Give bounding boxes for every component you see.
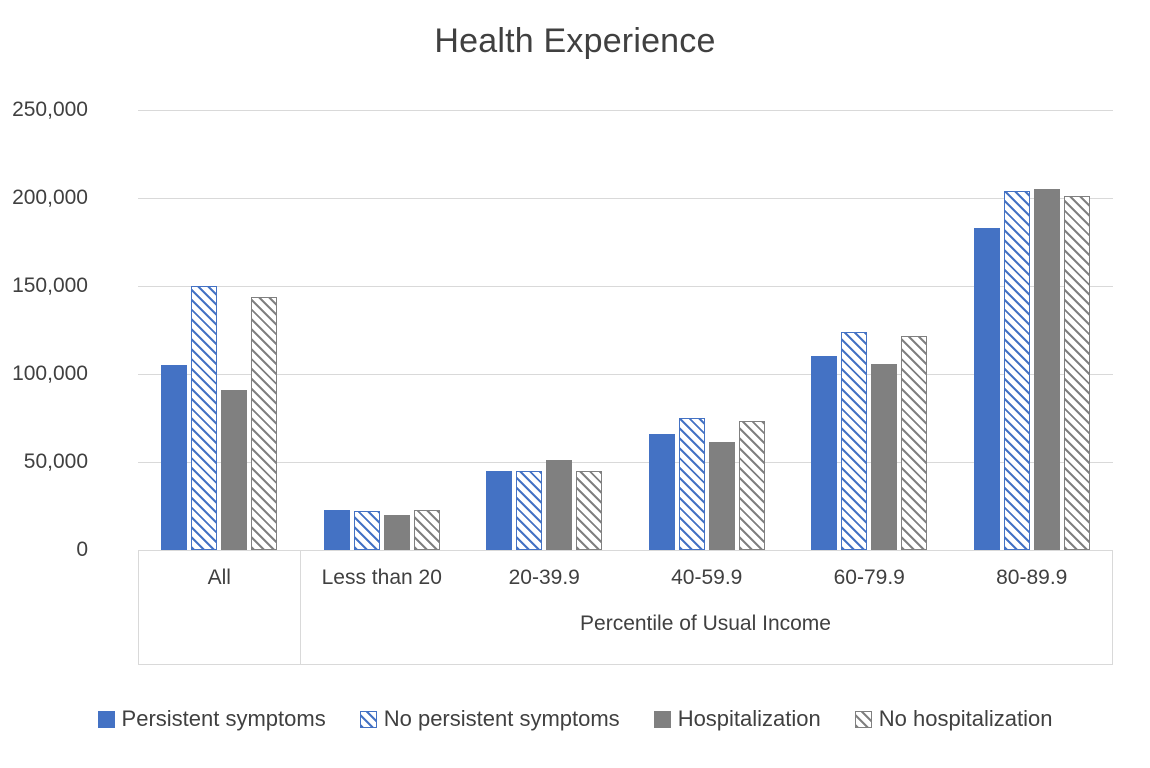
bar-less-than-20-no-persistent-symptoms[interactable]: [354, 511, 380, 550]
y-axis-tick-0: 0: [76, 538, 88, 561]
y-axis-tick-250000: 250,000: [12, 98, 88, 121]
legend-label-no-persistent-symptoms: No persistent symptoms: [383, 706, 620, 731]
bar-less-than-20-persistent-symptoms[interactable]: [324, 510, 350, 550]
y-axis-tick-100000: 100,000: [12, 362, 88, 385]
x-axis-labels: [138, 556, 1113, 606]
legend-item-no-persistent-symptoms[interactable]: [360, 706, 620, 732]
bar-20-39-9-no-hospitalization[interactable]: [576, 471, 602, 550]
bar-80-89-9-no-persistent-symptoms[interactable]: [1004, 191, 1030, 550]
legend-item-persistent-symptoms[interactable]: [98, 706, 326, 732]
x-axis-label-80-89-9: 80-89.9: [996, 566, 1068, 589]
bar-group-80-89-9: [951, 110, 1114, 550]
bar-group-20-39-9: [463, 110, 626, 550]
x-axis-label-all: All: [207, 566, 231, 589]
bar-80-89-9-persistent-symptoms[interactable]: [974, 228, 1000, 550]
x-axis-title: Percentile of Usual Income: [580, 612, 831, 635]
bar-80-89-9-no-hospitalization[interactable]: [1064, 196, 1090, 550]
chart-legend: [0, 706, 1150, 732]
bar-20-39-9-persistent-symptoms[interactable]: [486, 471, 512, 550]
bar-groups: [138, 110, 1113, 550]
x-axis-label-40-59-9: 40-59.9: [671, 566, 743, 589]
y-axis-tick-200000: 200,000: [12, 186, 88, 209]
y-axis-tick-150000: 150,000: [12, 274, 88, 297]
bar-less-than-20-no-hospitalization[interactable]: [414, 510, 440, 550]
bar-all-no-persistent-symptoms[interactable]: [191, 286, 217, 550]
bar-group-40-59-9: [626, 110, 789, 550]
bar-40-59-9-persistent-symptoms[interactable]: [649, 434, 675, 550]
legend-label-hospitalization: Hospitalization: [677, 706, 821, 731]
bar-60-79-9-no-hospitalization[interactable]: [901, 336, 927, 550]
legend-swatch-persistent-symptoms: [98, 711, 115, 728]
bar-60-79-9-hospitalization[interactable]: [871, 364, 897, 550]
plot-bottom-rule: [138, 664, 1113, 665]
bar-all-no-hospitalization[interactable]: [251, 297, 277, 550]
bar-group-60-79-9: [788, 110, 951, 550]
legend-swatch-hospitalization: [654, 711, 671, 728]
bar-40-59-9-no-hospitalization[interactable]: [739, 421, 765, 550]
bar-all-hospitalization[interactable]: [221, 390, 247, 550]
bar-all-persistent-symptoms[interactable]: [161, 365, 187, 550]
bar-group-less-than-20: [301, 110, 464, 550]
chart-title: Health Experience: [434, 22, 716, 60]
y-axis-tick-50000: 50,000: [23, 450, 88, 473]
x-axis-label-20-39-9: 20-39.9: [508, 566, 580, 589]
legend-label-no-hospitalization: No hospitalization: [878, 706, 1053, 731]
bar-20-39-9-no-persistent-symptoms[interactable]: [516, 471, 542, 550]
bar-80-89-9-hospitalization[interactable]: [1034, 189, 1060, 550]
bar-60-79-9-no-persistent-symptoms[interactable]: [841, 332, 867, 550]
legend-label-persistent-symptoms: Persistent symptoms: [121, 706, 326, 731]
bar-40-59-9-no-persistent-symptoms[interactable]: [679, 418, 705, 550]
x-axis-label-less-than-20: Less than 20: [321, 566, 442, 589]
legend-swatch-no-hospitalization: [855, 711, 872, 728]
bar-group-all: [138, 110, 301, 550]
legend-item-no-hospitalization[interactable]: [855, 706, 1053, 732]
bar-60-79-9-persistent-symptoms[interactable]: [811, 356, 837, 550]
legend-swatch-no-persistent-symptoms: [360, 711, 377, 728]
bar-40-59-9-hospitalization[interactable]: [709, 442, 735, 550]
legend-item-hospitalization[interactable]: [654, 706, 821, 732]
bar-20-39-9-hospitalization[interactable]: [546, 460, 572, 550]
bar-less-than-20-hospitalization[interactable]: [384, 515, 410, 550]
x-axis-label-60-79-9: 60-79.9: [833, 566, 905, 589]
x-axis-line: [138, 550, 1113, 551]
